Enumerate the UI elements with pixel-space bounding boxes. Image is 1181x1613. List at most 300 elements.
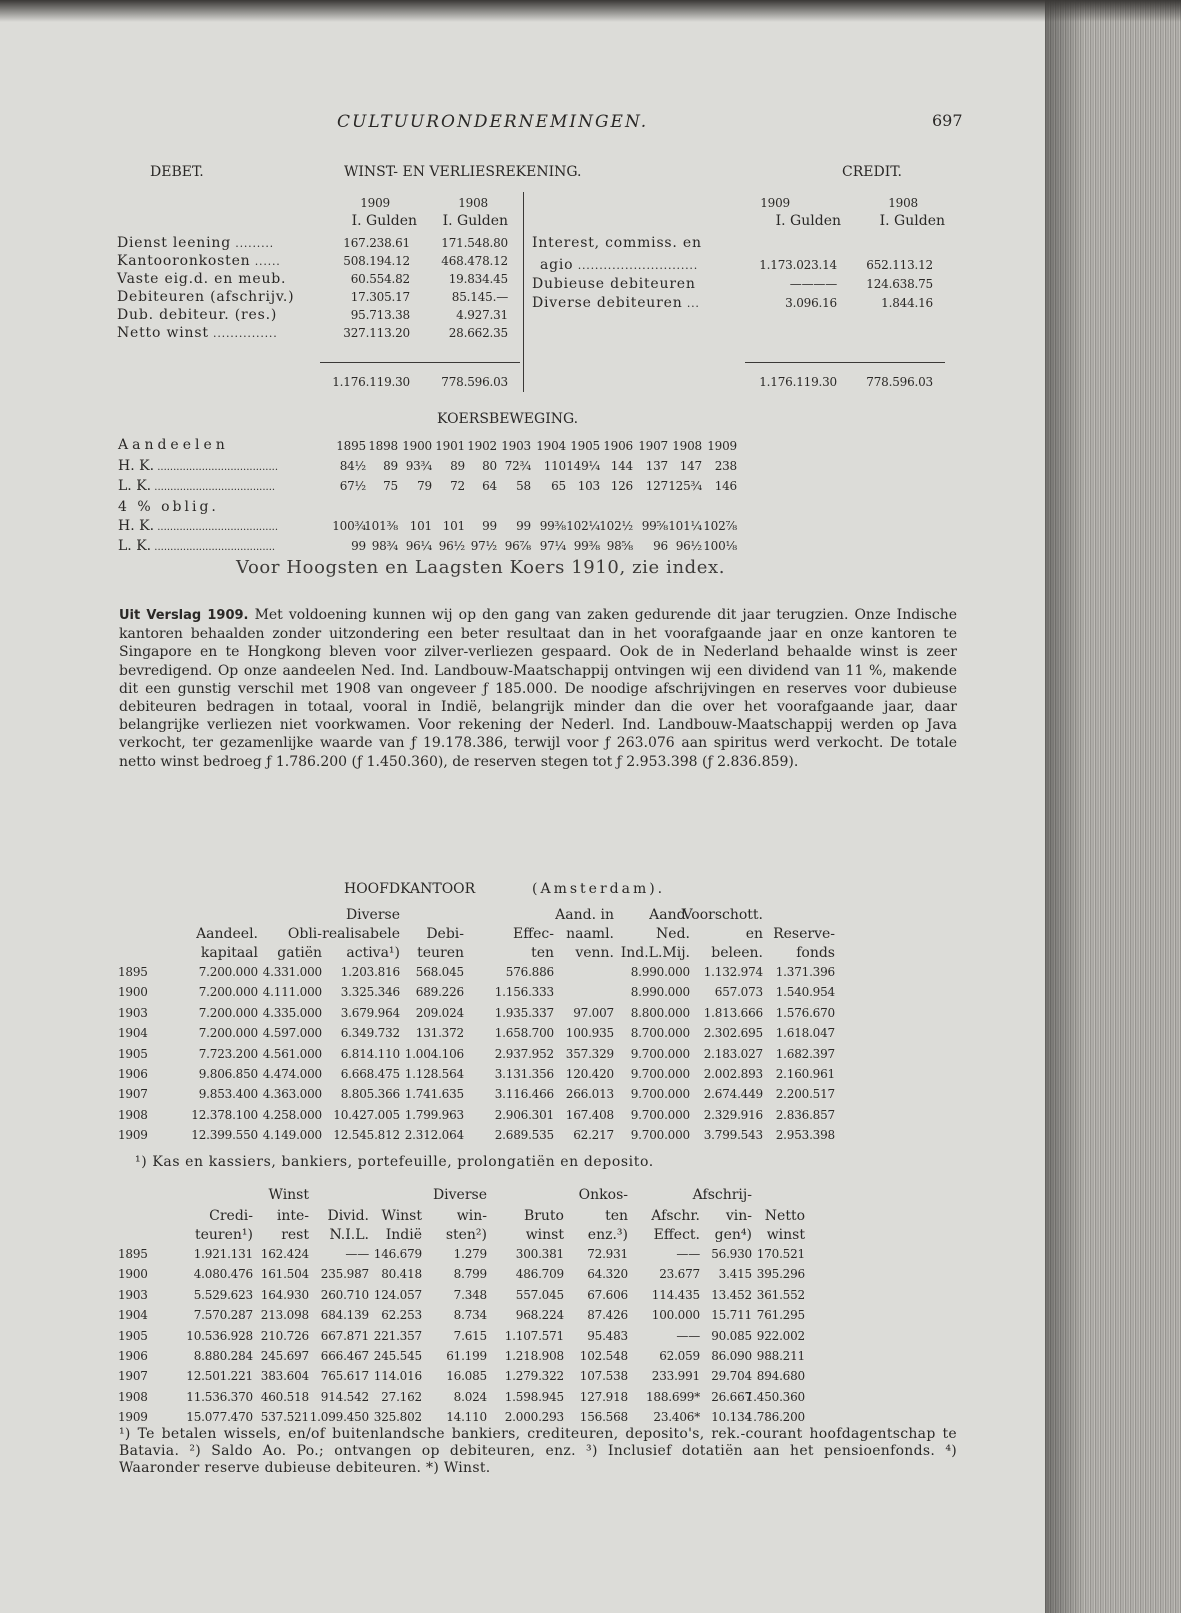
pl-credit-row-label — [532, 276, 696, 292]
pl-debit-label-text: Netto winst — [117, 325, 209, 341]
results-header-cell: winst — [525, 1227, 564, 1243]
koers-value: 103 — [577, 479, 600, 493]
koers-note: Voor Hoogsten en Laagsten Koers 1910, zie index. — [236, 557, 726, 578]
pl-debit-value-1909: 508.194.12 — [343, 254, 410, 268]
koers-value: 146 — [714, 479, 737, 493]
hk-header-cell: Obli- — [287, 926, 322, 942]
scan-top-shadow — [0, 0, 1181, 22]
results-header-cell: Onkos- — [578, 1187, 628, 1203]
results-cell: 1.786.200 — [745, 1410, 805, 1425]
hk-cell: 266.013 — [565, 1087, 614, 1102]
results-cell: 164.930 — [260, 1287, 309, 1302]
pl-debit-value-1908: 4.927.31 — [456, 308, 508, 322]
hk-cell: 9.806.850 — [198, 1067, 258, 1081]
pl-debit-total-1908: 778.596.03 — [441, 375, 508, 389]
results-cell: 968.224 — [515, 1308, 564, 1323]
results-cell: 1.279 — [453, 1247, 487, 1261]
hk-year: 1906 — [118, 1067, 148, 1081]
results-cell: 90.085 — [711, 1328, 752, 1343]
results-cell: 7.348 — [453, 1287, 487, 1302]
koers-value: 137 — [645, 459, 668, 473]
hk-cell: 2.836.857 — [775, 1107, 835, 1122]
hk-header-cell: activa¹) — [346, 945, 400, 961]
pl-center-divider — [523, 192, 524, 392]
pl-debit-total-rule — [320, 362, 520, 363]
pl-credit-label: CREDIT. — [842, 164, 902, 180]
results-header-cell: vin- — [725, 1208, 752, 1224]
koers-value: 75 — [383, 479, 398, 493]
results-cell: 914.542 — [320, 1389, 369, 1404]
koers-value: 99⅝ — [641, 519, 668, 533]
koers-value: 72¾ — [504, 459, 531, 473]
results-cell: 146.679 — [373, 1247, 422, 1261]
results-cell: 11.536.370 — [186, 1389, 253, 1404]
report-text: Met voldoening kunnen wij op den gang van zaken gedurende dit jaar terugzien. Onze Indische kantoren behaalden zonder uitzondering een beter resultaat dan in het voorafgaande jaar en onze kantoren te Singapore en te Hongkong bleven voor zilver-verliezen gespaard. Ook de in Nederland behaalde winst is zeer bevredigend. Op onze aandeelen Ned. Ind. Landbouw-Maatschappij ontvingen wij een dividend van 11 %, makende dit een gunstig verschil met 1908 van ongeveer ƒ 185.000. De noodige afschrijvingen en reserves voor dubieuse debiteuren bedragen in totaal, vooral in Indië, belangrijk minder dan die over het voorafgaande jaar, daar belangrijke verliezen niet voorkwamen. Voor rekening der Nederl. Ind. Landbouw-Maatschappij werden op Java verkocht, ter gezamenlijke waarde van ƒ 19.178.386, terwijl voor ƒ 263.076 aan spiritus werd verkocht. De totale netto winst bedroeg ƒ 1.786.200 (ƒ 1.450.360), de reserven stegen tot ƒ 2.953.398 (ƒ 2.836.859). — [119, 607, 957, 770]
koers-value: 72 — [450, 479, 465, 493]
hk-cell: 4.335.000 — [262, 1005, 322, 1020]
hk-cell: 2.689.535 — [494, 1128, 554, 1143]
hk-header-cell: Aand. in — [555, 907, 614, 923]
hk-place: (Amsterdam). — [532, 881, 666, 897]
koers-year: 1903 — [501, 439, 531, 453]
pl-credit-total-1909: 1.176.119.30 — [759, 375, 837, 389]
koers-value: 101¼ — [668, 519, 702, 533]
results-cell: 1.279.322 — [504, 1369, 564, 1384]
results-cell: 245.697 — [260, 1349, 309, 1363]
page-number: 697 — [932, 111, 963, 130]
pl-credit-value-1908: 1.844.16 — [881, 296, 933, 310]
results-cell: 7.570.287 — [193, 1308, 253, 1323]
pl-debit-value-1909: 60.554.82 — [350, 272, 410, 286]
hk-cell: 7.200.000 — [198, 985, 258, 1000]
report-lead: Uit Verslag 1909. — [119, 608, 249, 623]
hk-year: 1895 — [118, 965, 148, 979]
results-year: 1908 — [118, 1389, 148, 1404]
koers-oblig-label: 4 % oblig. — [118, 499, 219, 515]
koers-row-label — [118, 518, 278, 536]
koers-value: 97½ — [470, 539, 497, 553]
hk-header-cell: beleen. — [711, 945, 763, 961]
results-cell: 127.918 — [579, 1389, 628, 1404]
results-cell: 4.080.476 — [193, 1267, 253, 1282]
pl-debit-value-1908: 19.834.45 — [448, 272, 508, 286]
koers-year: 1905 — [570, 439, 600, 453]
pl-credit-label-text: Dubieuse debiteuren — [532, 276, 696, 292]
koers-value: 99 — [516, 519, 531, 533]
hk-cell: 1.935.337 — [494, 1005, 554, 1020]
results-cell: 3.415 — [718, 1267, 752, 1282]
results-cell: —— — [676, 1247, 700, 1261]
hk-cell: 2.906.301 — [494, 1107, 554, 1122]
hk-header-cell: naaml. — [566, 926, 614, 942]
koers-value: 102¼ — [566, 519, 600, 533]
hk-cell: 1.371.396 — [775, 965, 835, 979]
hk-cell: 8.990.000 — [630, 965, 690, 979]
results-cell: 7.615 — [453, 1328, 487, 1343]
results-cell: 245.545 — [373, 1349, 422, 1363]
hk-header-cell: en — [745, 926, 763, 942]
koers-value: 93¾ — [405, 459, 432, 473]
hk-cell: 97.007 — [573, 1005, 614, 1020]
koers-value: 110 — [543, 459, 566, 473]
hk-cell: 167.408 — [565, 1107, 614, 1122]
results-cell: 325.802 — [373, 1410, 422, 1425]
hk-cell: 1.618.047 — [775, 1026, 835, 1041]
koers-year: 1906 — [603, 439, 633, 453]
results-header-cell: teuren¹) — [195, 1227, 253, 1243]
pl-debit-leader-dots: ...... — [250, 255, 281, 268]
pl-debit-label-text: Debiteuren (afschrijv.) — [117, 289, 295, 305]
koers-leader-dots: ...................................... — [154, 522, 279, 533]
results-cell: 1.921.131 — [193, 1247, 253, 1261]
koers-value: 89 — [383, 459, 398, 473]
results-cell: 86.090 — [711, 1349, 752, 1363]
hk-header-cell: gatiën — [277, 945, 322, 961]
results-cell: 235.987 — [320, 1267, 369, 1282]
koers-leader-dots: ...................................... — [151, 542, 276, 553]
results-cell: 100.000 — [651, 1308, 700, 1323]
koers-value: 126 — [610, 479, 633, 493]
results-cell: 62.059 — [659, 1349, 700, 1363]
results-cell: 765.617 — [320, 1369, 369, 1384]
results-cell: 460.518 — [260, 1389, 309, 1404]
results-header-cell: Indië — [385, 1227, 422, 1243]
results-year: 1906 — [118, 1349, 148, 1363]
results-year: 1904 — [118, 1308, 148, 1323]
koers-value: 64 — [482, 479, 497, 493]
hk-year: 1903 — [118, 1005, 148, 1020]
hk-cell: 9.700.000 — [630, 1107, 690, 1122]
hk-cell: 3.131.356 — [494, 1067, 554, 1081]
pl-debit-label-text: Kantooronkosten — [117, 253, 251, 269]
results-year: 1907 — [118, 1369, 148, 1384]
pl-debit-unit-1908: I. Gulden — [442, 213, 508, 229]
results-cell: 62.253 — [381, 1308, 422, 1323]
koers-row-label-text: H. K. — [118, 458, 155, 474]
hk-cell: 357.329 — [565, 1046, 614, 1061]
results-cell: 95.483 — [587, 1328, 628, 1343]
results-cell: 1.107.571 — [504, 1328, 564, 1343]
pl-credit-unit-1908: I. Gulden — [879, 213, 945, 229]
results-header-cell: winst — [766, 1227, 805, 1243]
pl-debit-value-1909: 17.305.17 — [350, 290, 410, 304]
results-cell: 72.931 — [587, 1247, 628, 1261]
hk-header-cell: Ned. — [656, 926, 690, 942]
results-cell: 188.699* — [645, 1389, 700, 1404]
pl-debit-value-1909: 327.113.20 — [343, 326, 410, 340]
hk-cell: 2.160.961 — [775, 1067, 835, 1081]
pl-title: WINST- EN VERLIESREKENING. — [344, 164, 582, 180]
pl-credit-row-label — [540, 257, 698, 274]
koers-value: 79 — [417, 479, 432, 493]
koers-value: 97¼ — [539, 539, 566, 553]
pl-debit-year-1909: 1909 — [360, 196, 390, 210]
results-cell: 64.320 — [587, 1267, 628, 1282]
koers-aandeelen-label: Aandeelen — [118, 437, 229, 453]
results-cell: 8.024 — [453, 1389, 487, 1404]
hk-cell: 8.990.000 — [630, 985, 690, 1000]
hk-cell: 4.561.000 — [262, 1046, 322, 1061]
hk-header-cell: Effec- — [512, 926, 554, 942]
results-cell: 107.538 — [579, 1369, 628, 1384]
hk-cell: 2.329.916 — [703, 1107, 763, 1122]
hk-cell: 6.814.110 — [340, 1046, 400, 1061]
hk-year: 1907 — [118, 1087, 148, 1102]
koers-value: 149¼ — [566, 459, 600, 473]
results-header-cell: Diverse — [432, 1187, 487, 1203]
results-header-cell: Winst — [381, 1208, 422, 1224]
results-cell: 667.871 — [320, 1328, 369, 1343]
hk-header-cell: realisabele — [322, 926, 400, 942]
hk-cell: 12.399.550 — [191, 1128, 258, 1143]
results-cell: 361.552 — [756, 1287, 805, 1302]
results-cell: 87.426 — [587, 1308, 628, 1323]
results-cell: 12.501.221 — [186, 1369, 253, 1384]
hk-cell: 2.674.449 — [703, 1087, 763, 1102]
koers-value: 101 — [409, 519, 432, 533]
hk-cell: 2.937.952 — [494, 1046, 554, 1061]
koers-value: 99⅜ — [573, 539, 600, 553]
hk-cell: 4.331.000 — [262, 965, 322, 979]
hk-cell: 2.953.398 — [775, 1128, 835, 1143]
hk-header-cell: Aandeel. — [196, 926, 258, 942]
results-cell: 922.002 — [756, 1328, 805, 1343]
results-header-cell: Afschrij- — [692, 1187, 752, 1203]
koers-value: 100⅛ — [703, 539, 737, 553]
hk-year: 1909 — [118, 1128, 148, 1143]
hk-header-cell: Debi- — [426, 926, 464, 942]
results-header-cell: win- — [456, 1208, 487, 1224]
koers-title: KOERSBEWEGING. — [437, 411, 579, 427]
hk-header-cell: Voorschott. — [682, 907, 763, 923]
results-year: 1909 — [118, 1410, 148, 1425]
hk-cell: 3.799.543 — [703, 1128, 763, 1143]
results-cell: 23.677 — [659, 1267, 700, 1282]
results-header-cell: Afschr. — [651, 1208, 700, 1224]
koers-value: 144 — [610, 459, 633, 473]
koers-year: 1907 — [638, 439, 668, 453]
results-cell: 124.057 — [373, 1287, 422, 1302]
koers-year: 1895 — [336, 439, 366, 453]
hk-cell: 1.004.106 — [404, 1046, 464, 1061]
hk-cell: 8.700.000 — [630, 1026, 690, 1041]
hk-cell: 7.723.200 — [198, 1046, 258, 1061]
results-cell: 8.880.284 — [193, 1349, 253, 1363]
hk-header-cell: venn. — [575, 945, 614, 961]
pl-credit-leader-dots: ............................ — [573, 259, 699, 272]
results-cell: 383.604 — [260, 1369, 309, 1384]
pl-credit-value-1909: 3.096.16 — [785, 296, 837, 310]
results-cell: 26.667 — [711, 1389, 752, 1404]
hk-cell: 1.741.635 — [404, 1087, 464, 1102]
hk-cell: 4.474.000 — [262, 1067, 322, 1081]
koers-value: 101 — [442, 519, 465, 533]
results-cell: 300.381 — [515, 1247, 564, 1261]
results-cell: 23.406* — [653, 1410, 700, 1425]
page-header-title: CULTUURONDERNEMINGEN. — [337, 112, 649, 132]
results-cell: 27.162 — [381, 1389, 422, 1404]
hk-cell: 1.682.397 — [775, 1046, 835, 1061]
koers-value: 89 — [450, 459, 465, 473]
hk-cell: 209.024 — [415, 1005, 464, 1020]
pl-credit-row-label — [532, 295, 700, 312]
results-cell: 557.045 — [515, 1287, 564, 1302]
pl-credit-leader-dots: ... — [682, 297, 700, 310]
results-cell: 666.467 — [320, 1349, 369, 1363]
hk-cell: 2.183.027 — [703, 1046, 763, 1061]
pl-credit-year-1908: 1908 — [888, 196, 918, 210]
hk-cell: 4.258.000 — [262, 1107, 322, 1122]
results-cell: 15.077.470 — [186, 1410, 253, 1425]
koers-value: 58 — [516, 479, 531, 493]
results-cell: 10.536.928 — [186, 1328, 253, 1343]
koers-value: 101⅜ — [364, 519, 398, 533]
hk-footnote: ¹) Kas en kassiers, bankiers, portefeuille, prolongatiën en deposito. — [135, 1154, 654, 1170]
hk-cell: 1.658.700 — [494, 1026, 554, 1041]
hk-header-cell: ten — [531, 945, 554, 961]
koers-value: 67½ — [339, 479, 366, 493]
hk-cell: 2.200.517 — [775, 1087, 835, 1102]
koers-year: 1902 — [467, 439, 497, 453]
pl-debit-row-label — [117, 253, 281, 270]
hk-year: 1904 — [118, 1026, 148, 1041]
hk-year: 1905 — [118, 1046, 148, 1061]
results-header-cell: Bruto — [523, 1208, 564, 1224]
pl-debet-label: DEBET. — [150, 164, 204, 180]
results-cell: 761.295 — [756, 1308, 805, 1323]
koers-value: 238 — [714, 459, 737, 473]
hk-header-cell: Diverse — [345, 907, 400, 923]
results-cell: 14.110 — [446, 1410, 487, 1425]
pl-credit-label-text: Interest, commiss. en — [532, 235, 702, 251]
results-footnote: ¹) Te betalen wissels, en/of buitenlandsche bankiers, crediteuren, deposito's, rek.-courant hoofdagentschap te Batavia. ²) Saldo Ao. Po.; ontvangen op debiteuren, enz. ³) Inclusief dotatiën aan het pensioenfonds. ⁴) Waaronder reserve dubieuse debiteuren. *) Winst. — [119, 1426, 957, 1476]
hk-header-cell: kapitaal — [200, 945, 258, 961]
hk-cell: 12.545.812 — [333, 1128, 400, 1143]
pl-debit-label-text: Dub. debiteur. (res.) — [117, 307, 278, 323]
results-cell: 80.418 — [381, 1267, 422, 1282]
pl-credit-value-1909: 1.173.023.14 — [759, 258, 837, 272]
results-cell: 156.568 — [579, 1410, 628, 1425]
pl-debit-value-1908: 171.548.80 — [441, 236, 508, 250]
koers-leader-dots: ...................................... — [151, 482, 276, 493]
results-cell: 221.357 — [373, 1328, 422, 1343]
pl-credit-unit-1909: I. Gulden — [775, 213, 841, 229]
pl-debit-row-label — [117, 289, 294, 306]
report-paragraph — [119, 606, 957, 771]
pl-debit-unit-1909: I. Gulden — [351, 213, 417, 229]
hk-cell: 2.302.695 — [703, 1026, 763, 1041]
results-cell: 210.726 — [260, 1328, 309, 1343]
hk-cell: 6.668.475 — [340, 1067, 400, 1081]
results-cell: 1.450.360 — [745, 1389, 805, 1404]
results-year: 1895 — [118, 1247, 148, 1261]
hk-cell: 9.700.000 — [630, 1067, 690, 1081]
results-cell: 233.991 — [651, 1369, 700, 1384]
pl-debit-leader-dots: ......... — [231, 237, 274, 250]
koers-row-label-text: H. K. — [118, 518, 155, 534]
results-cell: 114.016 — [373, 1369, 422, 1384]
results-header-cell: gen⁴) — [714, 1227, 752, 1243]
results-cell: 395.296 — [756, 1267, 805, 1282]
pl-credit-value-1908: 124.638.75 — [866, 277, 933, 291]
koers-year: 1909 — [707, 439, 737, 453]
hk-cell: 1.156.333 — [494, 985, 554, 1000]
koers-row-label-text: L. K. — [118, 538, 152, 554]
results-cell: 56.930 — [711, 1247, 752, 1261]
koers-value: 98¾ — [371, 539, 398, 553]
koers-value: 102½ — [599, 519, 633, 533]
results-header-cell: Netto — [764, 1208, 805, 1224]
pl-debit-total-1909: 1.176.119.30 — [332, 375, 410, 389]
koers-value: 127 — [645, 479, 668, 493]
koers-value: 125¾ — [668, 479, 702, 493]
results-cell: 161.504 — [260, 1267, 309, 1282]
pl-debit-value-1909: 167.238.61 — [343, 236, 410, 250]
koers-year: 1904 — [536, 439, 566, 453]
hk-cell: 657.073 — [714, 985, 763, 1000]
results-cell: 162.424 — [260, 1247, 309, 1261]
book-page-edges — [1045, 0, 1181, 1613]
hk-cell: 9.853.400 — [198, 1087, 258, 1102]
pl-debit-row-label — [117, 307, 277, 324]
koers-value: 96½ — [438, 539, 465, 553]
hk-cell: 2.312.064 — [404, 1128, 464, 1143]
hk-cell: 1.132.974 — [703, 965, 763, 979]
hk-cell: 120.420 — [565, 1067, 614, 1081]
pl-debit-row-label — [117, 235, 274, 252]
koers-row-label — [118, 538, 275, 556]
results-cell: 8.734 — [453, 1308, 487, 1323]
pl-debit-value-1908: 468.478.12 — [441, 254, 508, 268]
results-year: 1903 — [118, 1287, 148, 1302]
results-year: 1905 — [118, 1328, 148, 1343]
hk-cell: 100.935 — [565, 1026, 614, 1041]
results-cell: 15.711 — [711, 1308, 752, 1323]
pl-debit-row-label — [117, 325, 278, 342]
results-cell: —— — [345, 1247, 369, 1261]
koers-year: 1900 — [402, 439, 432, 453]
hk-header-cell: Reserve- — [773, 926, 835, 942]
hk-cell: 1.540.954 — [775, 985, 835, 1000]
koers-value: 99 — [351, 539, 366, 553]
results-header-cell: Winst — [268, 1187, 309, 1203]
pl-credit-year-1909: 1909 — [760, 196, 790, 210]
hk-cell: 9.700.000 — [630, 1128, 690, 1143]
results-header-cell: enz.³) — [587, 1227, 628, 1243]
hk-cell: 9.700.000 — [630, 1046, 690, 1061]
hk-cell: 1.813.666 — [703, 1005, 763, 1020]
hk-cell: 3.679.964 — [340, 1005, 400, 1020]
pl-debit-year-1908: 1908 — [458, 196, 488, 210]
hk-cell: 1.203.816 — [340, 965, 400, 979]
koers-value: 96¼ — [405, 539, 432, 553]
results-cell: 260.710 — [320, 1287, 369, 1302]
results-cell: 1.598.945 — [504, 1389, 564, 1404]
pl-credit-row-label — [532, 235, 702, 251]
hk-cell: 9.700.000 — [630, 1087, 690, 1102]
hk-cell: 7.200.000 — [198, 965, 258, 979]
hk-cell: 3.325.346 — [340, 985, 400, 1000]
koers-year: 1908 — [672, 439, 702, 453]
koers-value: 102⅞ — [703, 519, 737, 533]
koers-row-label-text: L. K. — [118, 478, 152, 494]
pl-credit-value-1908: 652.113.12 — [866, 258, 933, 272]
results-cell: 29.704 — [711, 1369, 752, 1384]
results-header-cell: N.I.L. — [329, 1227, 369, 1243]
koers-value: 96½ — [675, 539, 702, 553]
hk-cell: 689.226 — [415, 985, 464, 1000]
results-header-cell: inte- — [276, 1208, 309, 1224]
